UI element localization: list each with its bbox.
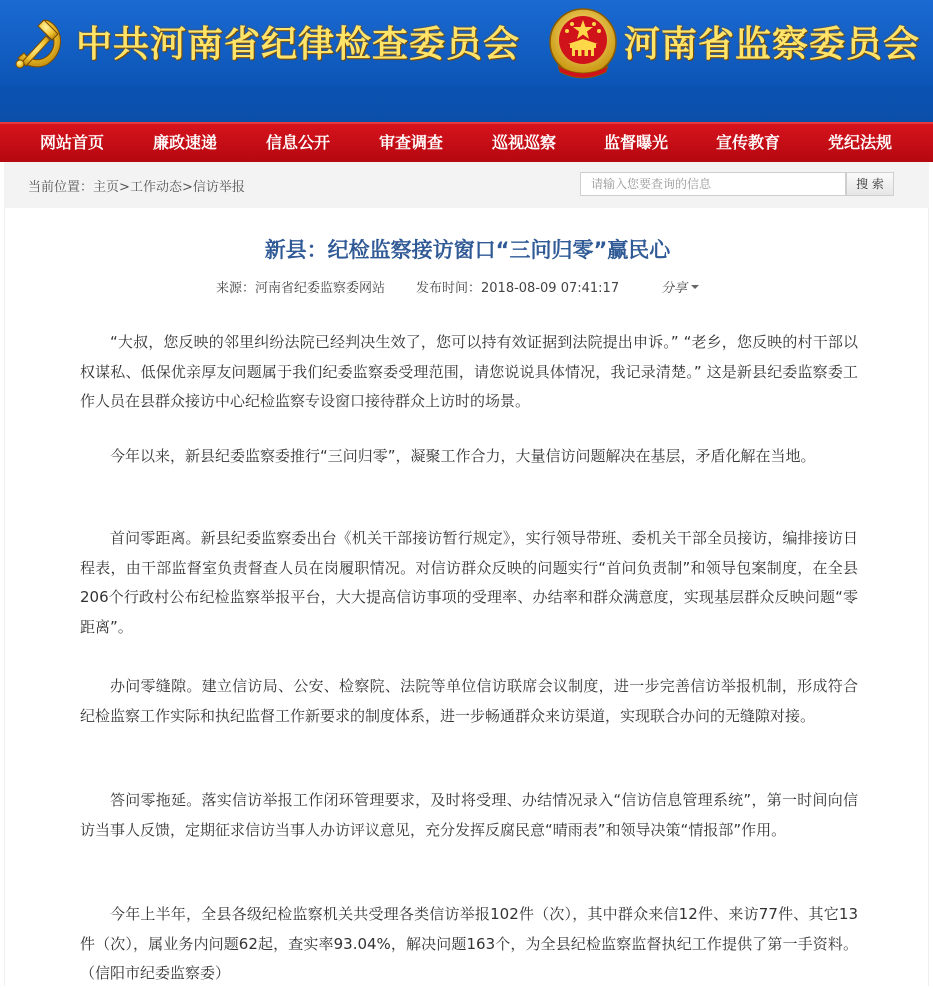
time-label: 发布时间： [416, 281, 482, 296]
party-committee-title: 中共河南省纪律检查委员会 [76, 24, 521, 65]
breadcrumb [28, 176, 245, 195]
article-title: 新县：纪检监察接访窗口“三问归零”赢民心 [264, 238, 671, 262]
search-button[interactable]: 搜 索 [846, 172, 894, 196]
breadcrumb-petition-link[interactable]: 信访举报 [192, 180, 245, 195]
breadcrumb-work-news-link[interactable]: 工作动态 [129, 180, 182, 195]
site-header-banner [0, 0, 933, 122]
nav-item-disclosure[interactable]: 信息公开 [266, 133, 331, 152]
article-publish-time [416, 277, 619, 296]
source-value: 河南省纪委监察委网站 [255, 281, 386, 296]
time-value: 2018-08-09 07:41:17 [481, 281, 620, 296]
nav-item-regulations[interactable]: 党纪法规 [828, 133, 893, 152]
article-paragraph: 今年上半年，全县各级纪检监察机关共受理各类信访举报102件（次），其中群众来信12件、来访77件、其它13件（次），属业务内问题62起，查实率93.04%，解决问题163个，为全县纪检监察监督执纪工作提供了第一手资料。（信阳市纪委监察委） [80, 905, 858, 982]
national-emblem-icon [548, 6, 618, 80]
article-panel [4, 208, 929, 986]
share-button[interactable] [661, 277, 699, 296]
breadcrumb-separator: > [119, 180, 130, 195]
main-nav [0, 122, 933, 162]
article-paragraph: 首问零距离。新县纪委监察委出台《机关干部接访暂行规定》，实行领导带班、委机关干部全员接访，编排接访日程表，由干部监督室负责督查人员在岗履职情况。对信访群众反映的问题实行“首问负责制”和领导包案制度，在全县206个行政村公布纪检监察举报平台，大大提高信访事项的受理率、办结率和群众满意度，实现基层群众反映问题“零距离”。 [80, 529, 858, 636]
source-label: 来源： [216, 281, 256, 296]
article-paragraph: 答问零拖延。落实信访举报工作闭环管理要求，及时将受理、办结情况录入“信访信息管理系统”，第一时间向信访当事人反馈，定期征求信访当事人办访评议意见，充分发挥反腐民意“晴雨表”和领导决策“情报部”作用。 [80, 791, 858, 839]
breadcrumb-bar [4, 162, 929, 209]
nav-item-home[interactable]: 网站首页 [40, 133, 105, 152]
party-emblem-icon [8, 12, 70, 74]
breadcrumb-prefix: 当前位置： [28, 180, 94, 195]
article-paragraph: “大叔，您反映的邻里纠纷法院已经判决生效了，您可以持有效证据到法院提出申诉。” “老乡，您反映的村干部以权谋私、低保优亲厚友问题属于我们纪委监察委受理范围，请您说说具体情况，我记录清楚。” 这是新县纪委监察委工作人员在县群众接访中心纪检监察专设窗口接待群众上访时的场景。 [80, 333, 858, 410]
breadcrumb-separator: > [181, 180, 193, 195]
nav-item-investigation[interactable]: 审查调查 [379, 133, 444, 152]
share-label: 分享 [661, 281, 688, 296]
nav-item-inspection[interactable]: 巡视巡察 [492, 133, 557, 152]
article-paragraph: 今年以来，新县纪委监察委推行“三问归零”，凝聚工作合力，大量信访问题解决在基层，矛盾化解在当地。 [110, 447, 816, 465]
nav-item-news[interactable]: 廉政速递 [153, 133, 218, 152]
nav-item-education[interactable]: 宣传教育 [716, 133, 781, 152]
article-paragraph: 办问零缝隙。建立信访局、公安、检察院、法院等单位信访联席会议制度，进一步完善信访举报机制，形成符合纪检监察工作实际和执纪监督工作新要求的制度体系，进一步畅通群众来访渠道，实现联合办问的无缝隙对接。 [80, 677, 858, 725]
chevron-down-icon [691, 285, 699, 289]
supervisory-commission-title: 河南省监察委员会 [624, 24, 921, 65]
nav-item-exposure[interactable]: 监督曝光 [604, 133, 669, 152]
breadcrumb-home-link[interactable]: 主页 [93, 180, 120, 195]
article-source [216, 277, 385, 296]
search-input[interactable] [580, 172, 846, 196]
